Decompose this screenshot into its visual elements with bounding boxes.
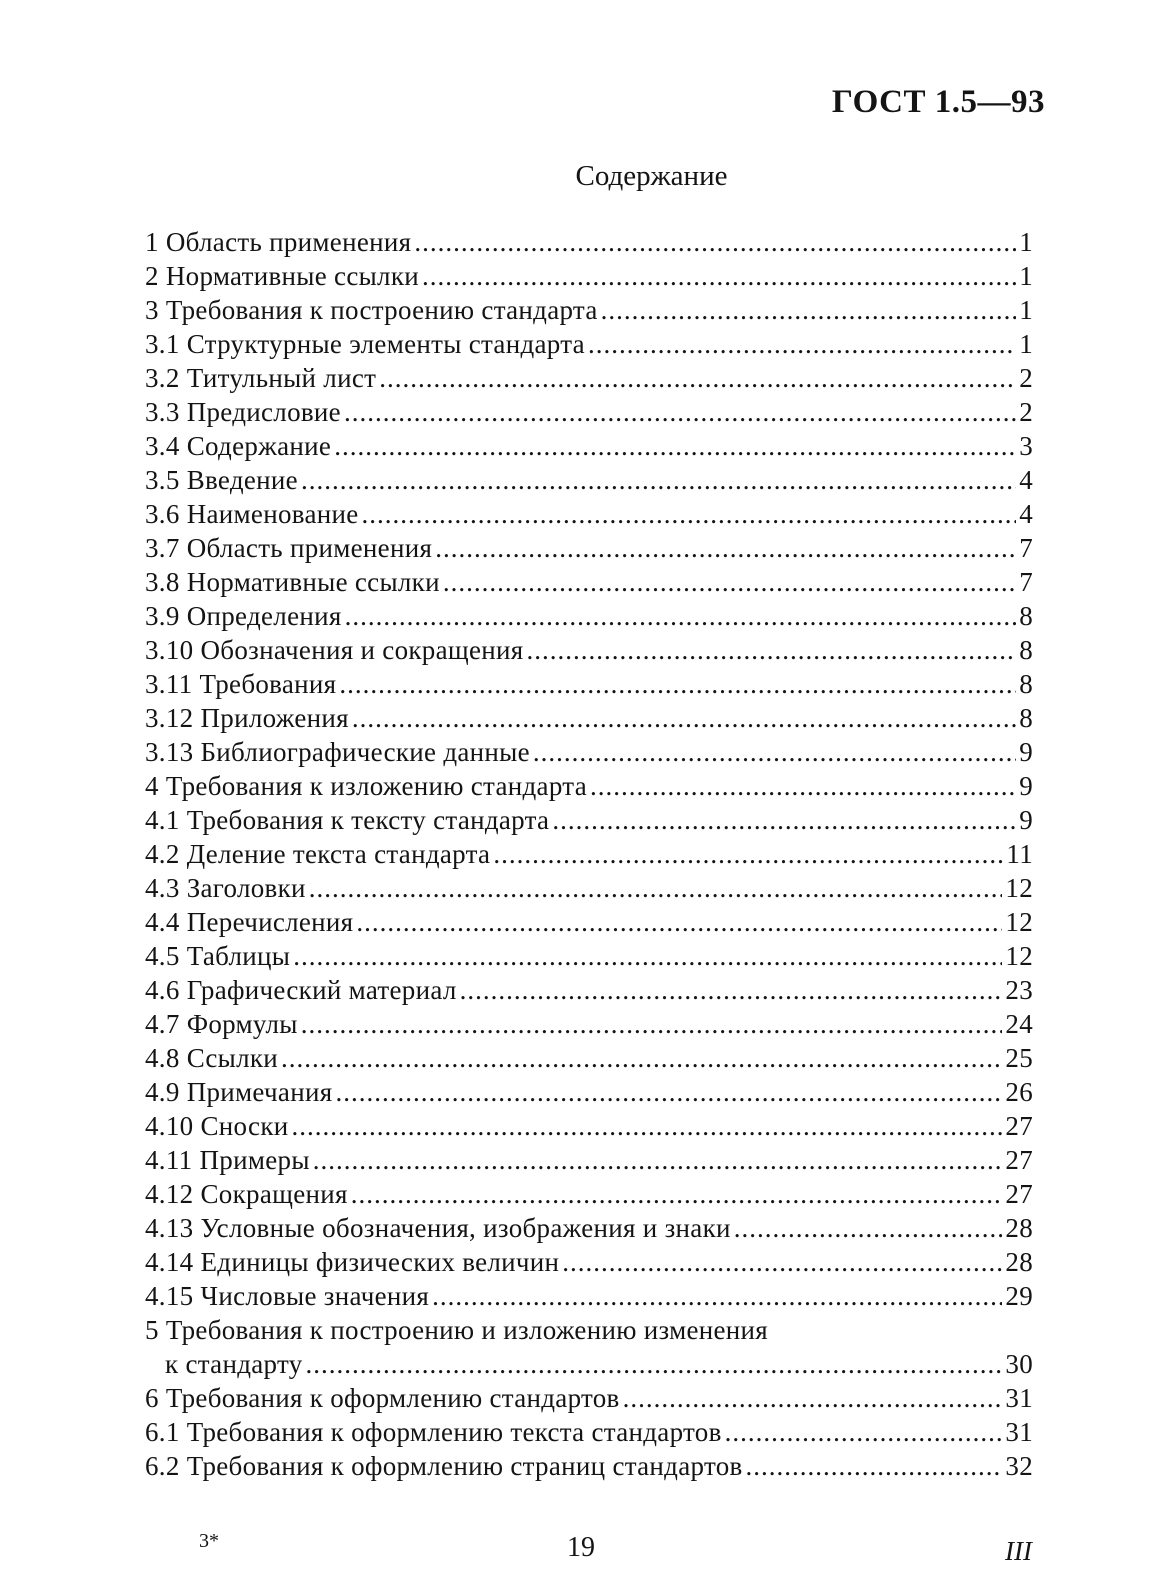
- dot-leader: [345, 599, 1017, 633]
- toc-entry: [145, 395, 1033, 429]
- toc-page-number: 1: [1019, 329, 1033, 359]
- toc-page-number: 9: [1019, 737, 1033, 767]
- toc-entry: [145, 293, 1033, 327]
- dot-leader: [435, 531, 1016, 565]
- toc-page-number: 1: [1019, 261, 1033, 291]
- dot-leader: [352, 701, 1016, 735]
- dot-leader: [351, 1177, 1003, 1211]
- toc-entry: [145, 1143, 1033, 1177]
- table-of-contents: [145, 225, 1033, 1483]
- toc-entry-title: 4.1 Требования к тексту стандарта: [145, 805, 550, 835]
- toc-page-number: 9: [1019, 771, 1033, 801]
- dot-leader: [601, 293, 1017, 327]
- dot-leader: [552, 803, 1016, 837]
- toc-entry: [145, 769, 1033, 803]
- page-title: Содержание: [575, 160, 728, 192]
- dot-leader: [281, 1041, 1002, 1075]
- toc-page-number: 12: [1005, 907, 1033, 937]
- toc-page-number: 26: [1005, 1077, 1033, 1107]
- dot-leader: [335, 1075, 1002, 1109]
- toc-page-number: 32: [1005, 1451, 1033, 1481]
- toc-entry: [145, 1075, 1033, 1109]
- toc-entry-title: 4 Требования к изложению стандарта: [145, 771, 587, 801]
- toc-page-number: 25: [1005, 1043, 1033, 1073]
- toc-page-number: 31: [1005, 1383, 1033, 1413]
- signature-mark: 3*: [199, 1530, 219, 1552]
- toc-entry-title: 4.8 Ссылки: [145, 1043, 279, 1073]
- toc-entry: [145, 1007, 1033, 1041]
- toc-entry-title: 4.2 Деление текста стандарта: [145, 839, 491, 869]
- dot-leader: [293, 939, 1002, 973]
- toc-entry: [145, 1041, 1033, 1075]
- toc-page-number: 1: [1019, 295, 1033, 325]
- dot-leader: [313, 1143, 1003, 1177]
- toc-page-number: 27: [1005, 1111, 1033, 1141]
- toc-page-number: 28: [1005, 1247, 1033, 1277]
- toc-entry-title: 3.12 Приложения: [145, 703, 349, 733]
- toc-entry: [145, 259, 1033, 293]
- toc-entry-title: 4.15 Числовые значения: [145, 1281, 430, 1311]
- toc-page-number: 7: [1019, 533, 1033, 563]
- dot-leader: [301, 1007, 1003, 1041]
- toc-entry: [145, 531, 1033, 565]
- toc-entry: [145, 1211, 1033, 1245]
- dot-leader: [533, 735, 1016, 769]
- dot-leader: [725, 1415, 1003, 1449]
- toc-entry: [145, 1313, 1033, 1381]
- toc-entry-title: 4.12 Сокращения: [145, 1179, 348, 1209]
- dot-leader: [334, 429, 1016, 463]
- dot-leader: [339, 667, 1016, 701]
- toc-entry-title: 3.1 Структурные элементы стандарта: [145, 329, 585, 359]
- toc-page-number: 11: [1006, 839, 1033, 869]
- toc-entry-title: 3.5 Введение: [145, 465, 298, 495]
- toc-entry: [145, 871, 1033, 905]
- toc-entry: [145, 565, 1033, 599]
- dot-leader: [590, 769, 1016, 803]
- toc-page-number: 8: [1019, 601, 1033, 631]
- dot-leader: [746, 1449, 1003, 1483]
- toc-entry-title: 4.13 Условные обозначения, изображения и знаки: [145, 1213, 731, 1243]
- toc-entry-title: 6.1 Требования к оформлению текста стандартов: [145, 1417, 722, 1447]
- toc-entry-title: 6.2 Требования к оформлению страниц стандартов: [145, 1451, 743, 1481]
- toc-page-number: 3: [1019, 431, 1033, 461]
- toc-entry-title: 4.9 Примечания: [145, 1077, 333, 1107]
- toc-entry: [145, 599, 1033, 633]
- toc-page-number: 9: [1019, 805, 1033, 835]
- dot-leader: [432, 1279, 1002, 1313]
- toc-entry: [145, 429, 1033, 463]
- toc-page-number: 12: [1005, 941, 1033, 971]
- dot-leader: [362, 497, 1017, 531]
- dot-leader: [306, 1347, 1003, 1381]
- toc-entry: [145, 327, 1033, 361]
- toc-page-number: 27: [1005, 1179, 1033, 1209]
- toc-entry: [145, 1415, 1033, 1449]
- toc-page-number: 8: [1019, 635, 1033, 665]
- toc-entry-title: 3.13 Библиографические данные: [145, 737, 530, 767]
- toc-page-number: 12: [1005, 873, 1033, 903]
- toc-entry-title: 3 Требования к построению стандарта: [145, 295, 598, 325]
- toc-page-number: 23: [1005, 975, 1033, 1005]
- toc-entry-title: 3.2 Титульный лист: [145, 363, 377, 393]
- toc-page-number: 27: [1005, 1145, 1033, 1175]
- toc-entry-title: 3.7 Область применения: [145, 533, 433, 563]
- dot-leader: [422, 259, 1016, 293]
- toc-entry: [145, 463, 1033, 497]
- toc-entry: [145, 1449, 1033, 1483]
- dot-leader: [414, 225, 1016, 259]
- dot-leader: [344, 395, 1016, 429]
- toc-entry: [145, 1381, 1033, 1415]
- toc-entry: [145, 803, 1033, 837]
- toc-entry: [145, 497, 1033, 531]
- toc-entry-title: 3.8 Нормативные ссылки: [145, 567, 440, 597]
- toc-entry-title: 3.10 Обозначения и сокращения: [145, 635, 524, 665]
- toc-page-number: 31: [1005, 1417, 1033, 1447]
- toc-entry-title: 4.6 Графический материал: [145, 975, 457, 1005]
- dot-leader: [301, 463, 1016, 497]
- toc-entry-title: 3.11 Требования: [145, 669, 337, 699]
- toc-page-number: 29: [1005, 1281, 1033, 1311]
- toc-entry-title: 3.9 Определения: [145, 601, 342, 631]
- toc-page-number: 1: [1019, 227, 1033, 257]
- standard-designation: ГОСТ 1.5—93: [831, 84, 1045, 120]
- toc-entry-title: 4.11 Примеры: [145, 1145, 310, 1175]
- toc-entry: [145, 939, 1033, 973]
- dot-leader: [562, 1245, 1002, 1279]
- toc-page-number: 28: [1005, 1213, 1033, 1243]
- roman-page-number: III: [1005, 1536, 1032, 1566]
- toc-entry-title: 3.3 Предисловие: [145, 397, 341, 427]
- toc-page-number: 7: [1019, 567, 1033, 597]
- page-number: 19: [567, 1532, 595, 1563]
- toc-entry-title: 4.7 Формулы: [145, 1009, 298, 1039]
- toc-page-number: 8: [1019, 669, 1033, 699]
- toc-page-number: 2: [1019, 397, 1033, 427]
- toc-entry: [145, 701, 1033, 735]
- toc-page-number: 2: [1019, 363, 1033, 393]
- toc-entry: [145, 973, 1033, 1007]
- toc-entry: [145, 361, 1033, 395]
- dot-leader: [291, 1109, 1002, 1143]
- toc-entry-title: 3.4 Содержание: [145, 431, 332, 461]
- toc-entry: [145, 667, 1033, 701]
- toc-entry: [145, 1279, 1033, 1313]
- toc-entry-title: 1 Область применения: [145, 227, 412, 257]
- dot-leader: [588, 327, 1016, 361]
- toc-entry-title: 4.14 Единицы физических величин: [145, 1247, 560, 1277]
- toc-entry-title: 4.10 Сноски: [145, 1111, 289, 1141]
- toc-entry: [145, 1245, 1033, 1279]
- toc-page-number: 4: [1019, 499, 1033, 529]
- toc-entry: [145, 225, 1033, 259]
- toc-entry: [145, 905, 1033, 939]
- toc-entry-title: 4.5 Таблицы: [145, 941, 291, 971]
- toc-entry-title: 6 Требования к оформлению стандартов: [145, 1383, 620, 1413]
- dot-leader: [356, 905, 1002, 939]
- toc-page-number: 4: [1019, 465, 1033, 495]
- toc-entry: [145, 633, 1033, 667]
- toc-entry-title: 4.4 Перечисления: [145, 907, 354, 937]
- toc-entry: [145, 1109, 1033, 1143]
- dot-leader: [493, 837, 1003, 871]
- toc-entry-title: 3.6 Наименование: [145, 499, 359, 529]
- dot-leader: [526, 633, 1016, 667]
- toc-entry: [145, 735, 1033, 769]
- toc-entry-title: 5 Требования к построению и изложению изменения: [145, 1315, 768, 1345]
- toc-entry: [145, 837, 1033, 871]
- toc-entry: [145, 1177, 1033, 1211]
- toc-entry-title-continuation: к стандарту: [165, 1349, 303, 1379]
- toc-page-number: 30: [1005, 1349, 1033, 1379]
- toc-page-number: 24: [1005, 1009, 1033, 1039]
- dot-leader: [379, 361, 1016, 395]
- toc-page-number: 8: [1019, 703, 1033, 733]
- toc-entry-title: 2 Нормативные ссылки: [145, 261, 419, 291]
- toc-entry-title: 4.3 Заголовки: [145, 873, 306, 903]
- dot-leader: [443, 565, 1016, 599]
- dot-leader: [734, 1211, 1003, 1245]
- dot-leader: [309, 871, 1003, 905]
- dot-leader: [623, 1381, 1003, 1415]
- dot-leader: [460, 973, 1003, 1007]
